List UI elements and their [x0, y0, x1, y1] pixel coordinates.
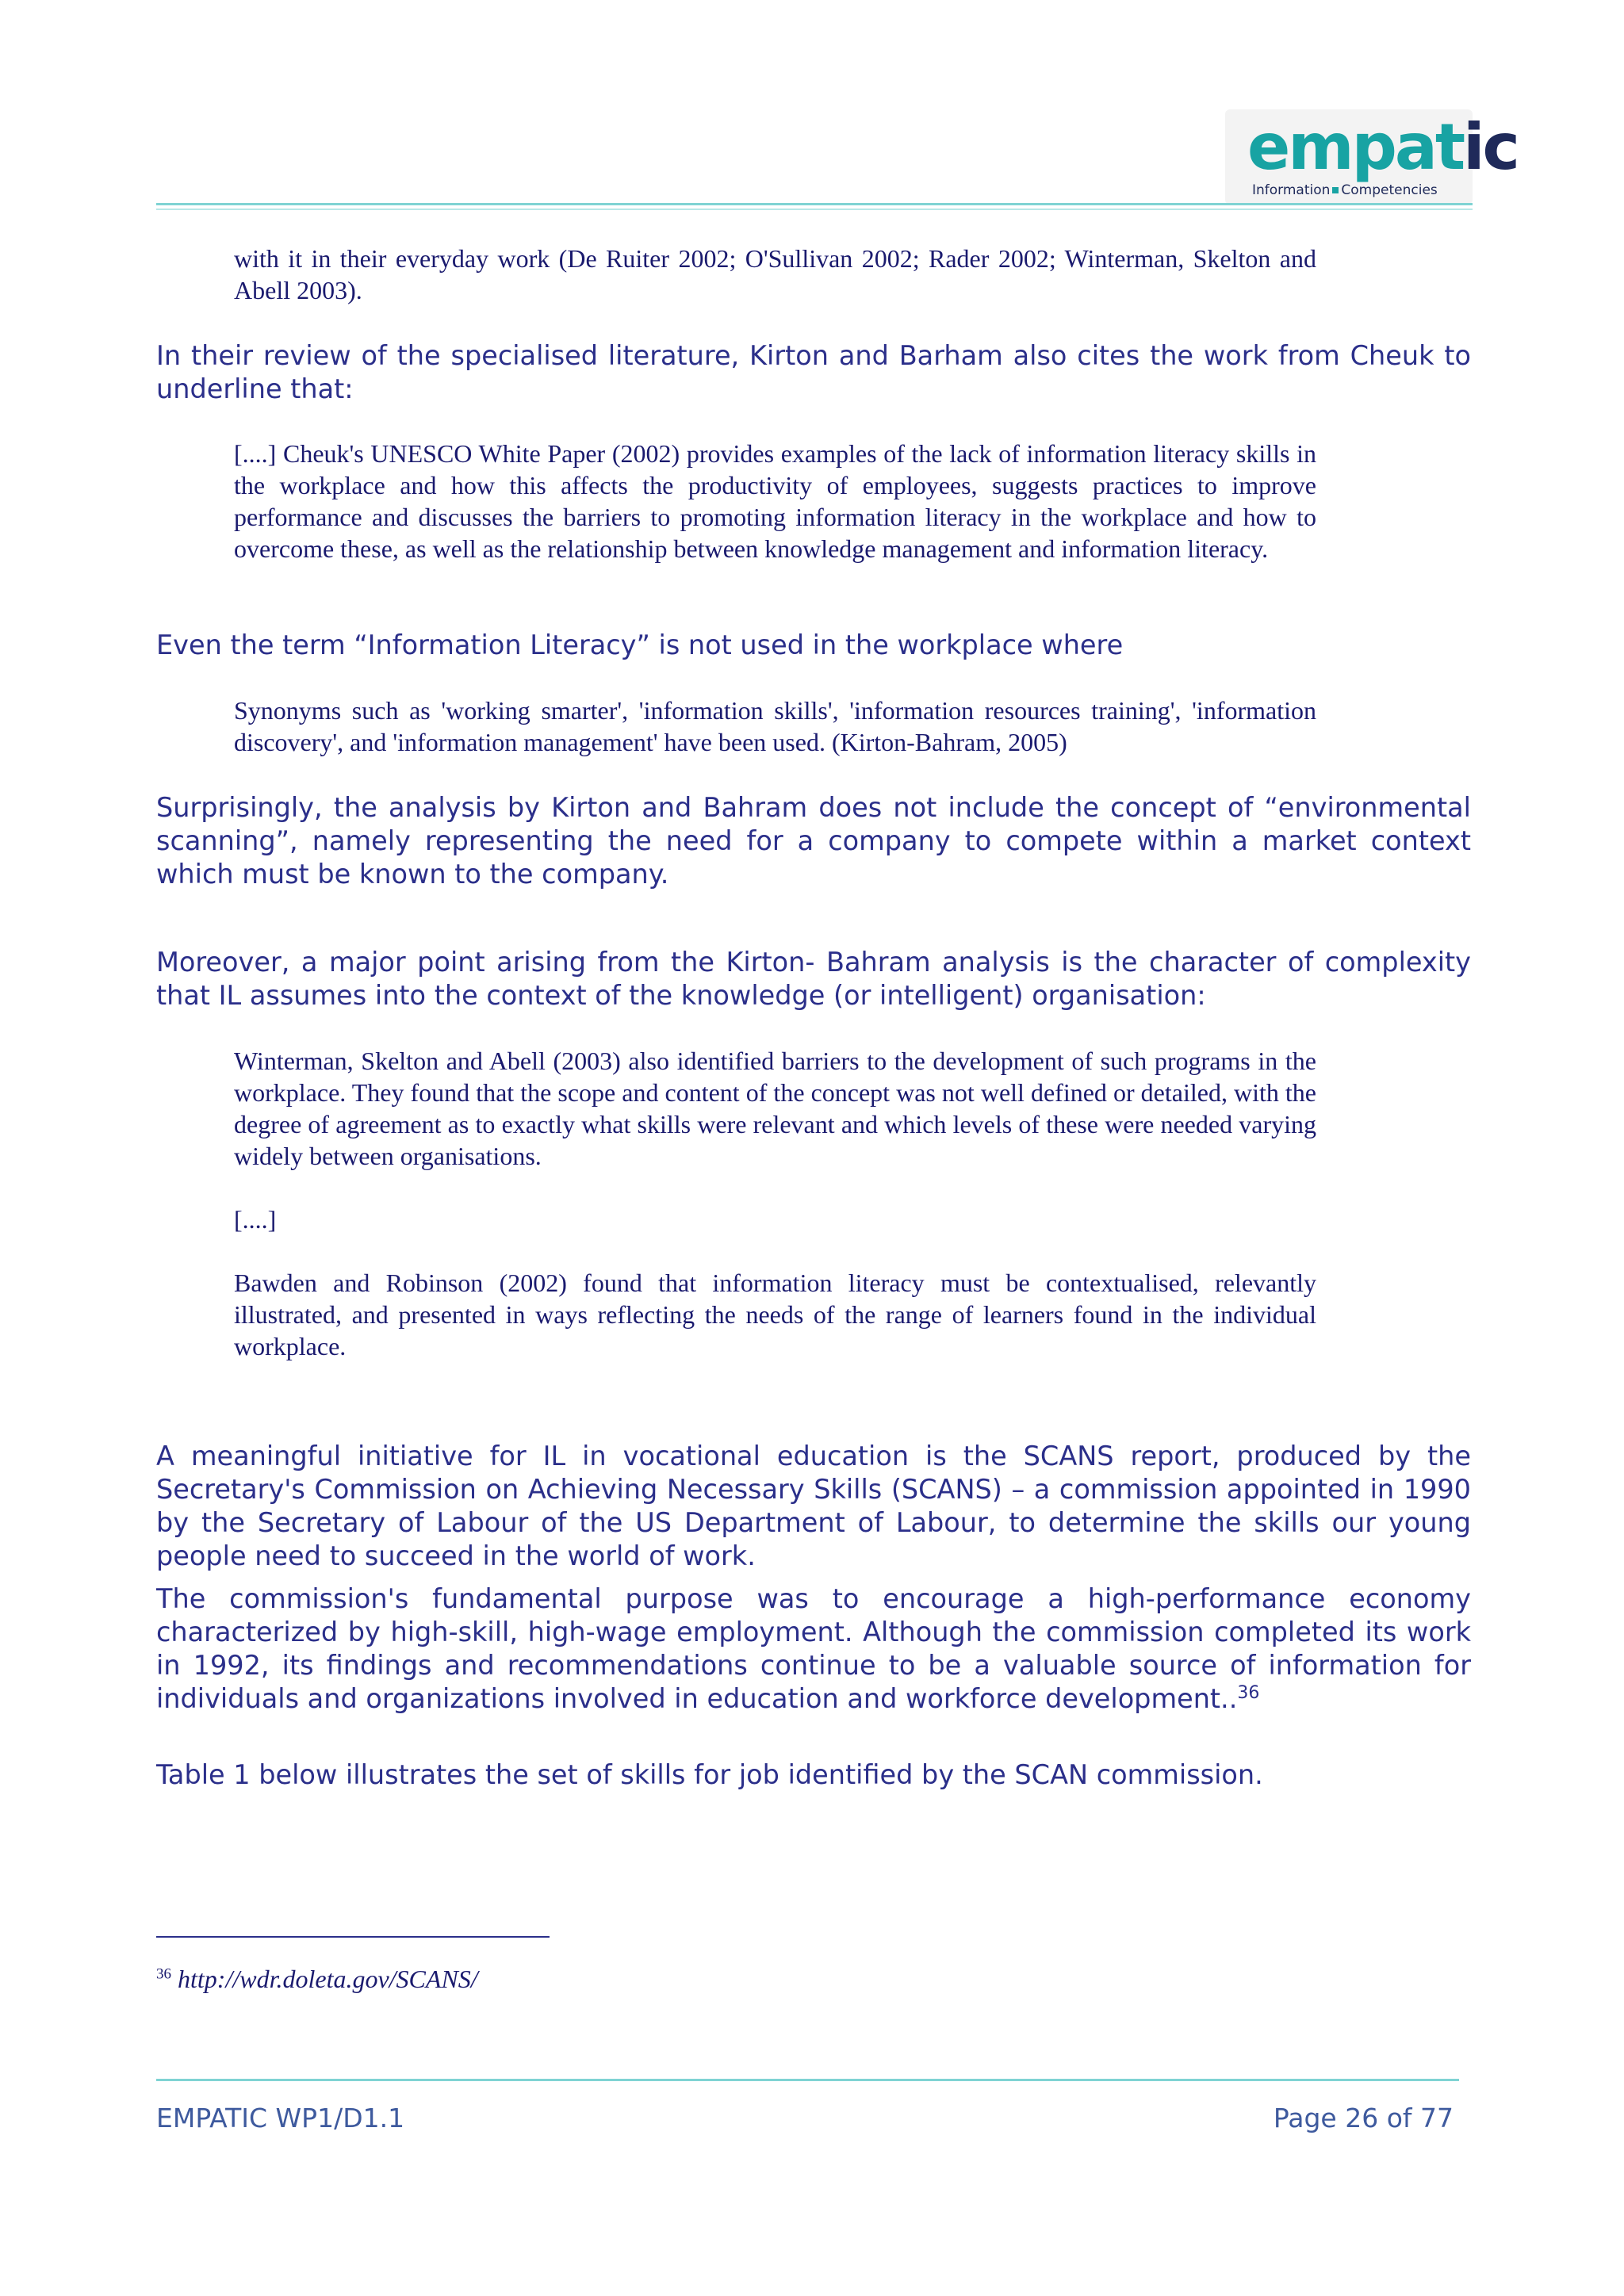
block-quote-1: with it in their everyday work (De Ruiter 2002; O'Sullivan 2002; Rader 2002; Winterman, Skelton and Abell 2003). [234, 244, 1316, 304]
block-quote-2: [....] Cheuk's UNESCO White Paper (2002) provides examples of the lack of information literacy skills in the workplace and how this affects the productivity of employees, suggests practices to improve performance and discusses the barriers to promoting information literacy in the workplace and how to overcome these, as well as the relationship between knowledge management and information literacy. [234, 439, 1316, 563]
paragraph-1: In their review of the specialised literature, Kirton and Barham also cites the work from Cheuk to underline that: [156, 340, 1471, 404]
paragraph-5: A meaningful initiative for IL in vocational education is the SCANS report, produced by the Secretary's Commission on Achieving Necessary Skills (SCANS) – a commission appointed in 1990 by the Secretary of Labour of the US Department of Labour, to determine the skills our young people need to succeed in the world of work. [156, 1441, 1471, 1571]
block-quote-5: [....] [234, 1205, 277, 1234]
paragraph-7: Table 1 below illustrates the set of skills for job identified by the SCAN commission. [156, 1759, 1263, 1790]
footnote-reference[interactable]: 36 [1237, 1682, 1260, 1703]
footnote-number: 36 [156, 1965, 171, 1983]
footnote-divider [156, 1936, 550, 1938]
empatic-logo [1225, 109, 1518, 205]
paragraph-3: Surprisingly, the analysis by Kirton and Bahram does not include the concept of “environmental scanning”, namely representing the need for a company to compete within a market context which must be known to the company. [156, 792, 1471, 890]
paragraph-4: Moreover, a major point arising from the Kirton- Bahram analysis is the character of complexity that IL assumes into the context of the knowledge (or intelligent) organisation: [156, 947, 1471, 1011]
block-quote-6: Bawden and Robinson (2002) found that information literacy must be contextualised, relevantly illustrated, and presented in ways reflecting the needs of the range of learners found in the individual workplace. [234, 1269, 1316, 1360]
logo-wordmark: empatic [1247, 110, 1518, 184]
footer-divider [156, 2079, 1459, 2081]
block-quote-4: Winterman, Skelton and Abell (2003) also identified barriers to the development of such programs in the workplace. They found that the scope and content of the concept was not well defined or detailed, with the degree of agreement as to exactly what skills were relevant and which levels of these were needed varying widely between organisations. [234, 1047, 1316, 1170]
paragraph-6-text: The commission's fundamental purpose was to encourage a high-performance economy characterized by high-skill, high-wage employment. Although the commission completed its work in 1992, its findings and recommendations continue to be a valuable source of information for individuals and organizations involved in education and workforce development.. [156, 1583, 1471, 1714]
footnote [156, 1965, 478, 1994]
paragraph-6 [156, 1582, 1471, 1716]
footer-doc-id: EMPATIC WP1/D1.1 [156, 2103, 405, 2133]
block-quote-3: Synonyms such as 'working smarter', 'information skills', 'information resources training', 'information discovery', and 'information management' have been used. (Kirton-Bahram, 2005) [234, 696, 1316, 756]
header-divider [156, 203, 1473, 205]
footnote-link[interactable]: http://wdr.doleta.gov/SCANS/ [178, 1965, 478, 1993]
paragraph-2: Even the term “Information Literacy” is not used in the workplace where [156, 629, 1124, 660]
footer-page-number: Page 26 of 77 [1273, 2103, 1454, 2133]
logo-tagline: Information Competencies [1252, 182, 1438, 198]
header-divider-secondary [156, 209, 1473, 210]
